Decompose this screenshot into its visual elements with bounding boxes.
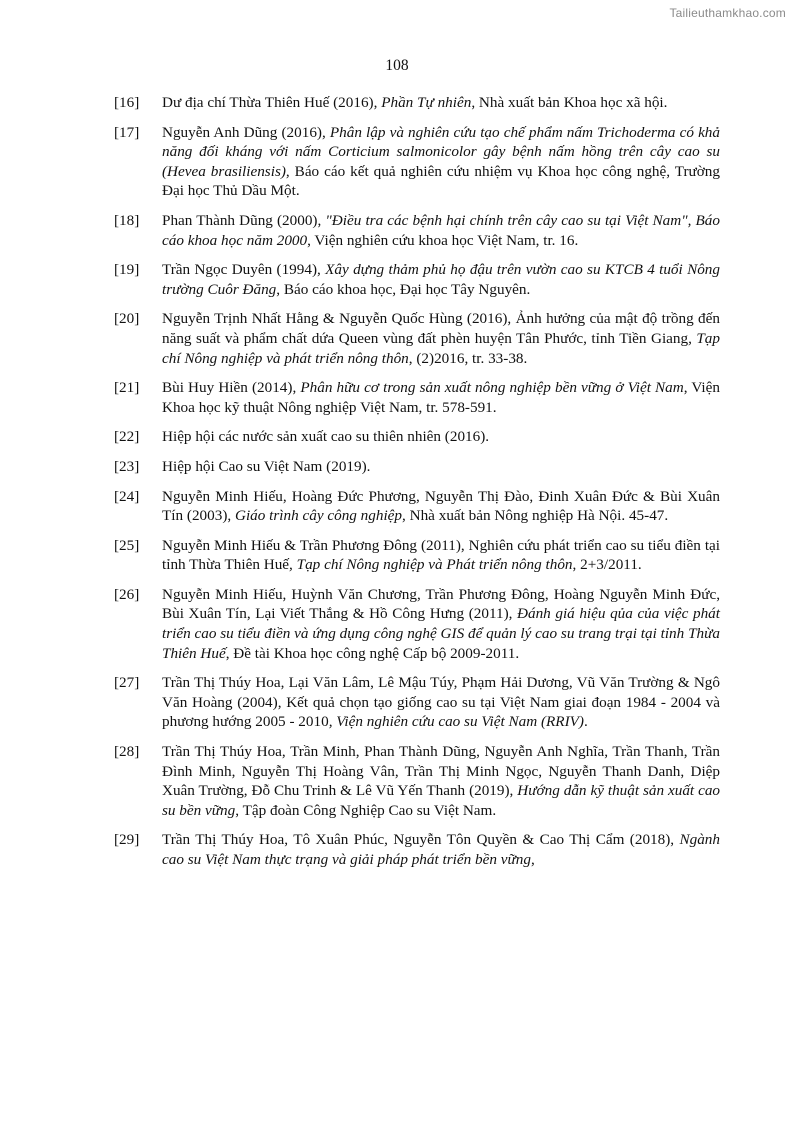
reference-text xyxy=(162,830,720,869)
reference-title-italic: Xây dựng thảm phủ họ đậu trên vườn cao su KTCB 4 tuổi Nông trường Cuôr Đăng xyxy=(162,261,720,298)
reference-title-italic: Phần Tự nhiên xyxy=(381,94,472,111)
reference-text-segment: , (2)2016, tr. 33-38. xyxy=(408,349,528,367)
reference-text xyxy=(162,585,720,663)
reference-text-segment: Phan Thành Dũng (2000), xyxy=(162,211,326,229)
reference-text-segment: Nguyễn Anh Dũng (2016), xyxy=(162,123,330,141)
reference-text-segment: Nguyễn Trịnh Nhất Hằng & Nguyễn Quốc Hùng (2016), Ảnh hưởng của mật độ trồng đến năng suất và phẩm chất dứa Queen vùng đất phèn huyện Tân Phước, tỉnh Tiền Giang xyxy=(162,310,720,347)
reference-text-segment: , Nhà xuất bản Nông nghiệp Hà Nội. 45-47. xyxy=(402,507,669,525)
reference-text xyxy=(162,260,720,299)
reference-text xyxy=(162,378,720,417)
reference-text-segment: Dư địa chí Thừa Thiên Huế (2016), xyxy=(162,94,382,111)
reference-text xyxy=(162,487,720,526)
reference-text-segment: , Viện nghiên cứu khoa học Việt Nam, tr. 16. xyxy=(307,231,579,249)
reference-item xyxy=(114,309,720,368)
reference-item xyxy=(114,585,720,663)
reference-text xyxy=(162,673,720,732)
reference-title-italic: , Tạp chí Nông nghiệp và phát triển nông thôn xyxy=(162,329,720,367)
reference-title-italic: Đánh giá hiệu qủa của việc phát triển cao su tiểu điền và ứng dụng công nghệ GIS để quản lý cao su trang trại tại tỉnh Thừa Thiên Huế xyxy=(162,605,720,662)
reference-title-italic: Hướng dẫn kỹ thuật sản xuất cao su bền vững xyxy=(162,782,721,819)
reference-text-segment: Trần Thị Thúy Hoa, Trần Minh, Phan Thành Dũng, Nguyễn Anh Nghĩa, Trần Thanh, Trần Đình Minh, Nguyễn Thị Hoàng Vân, Trần Thị Minh Ngọc, Nguyễn Thanh Danh, Diệp Xuân Trường, Đỗ Chu Trinh & Lê Vũ Yến Thanh (2019), xyxy=(162,743,720,800)
reference-text xyxy=(162,309,720,368)
reference-list xyxy=(114,93,720,880)
reference-item xyxy=(114,378,720,417)
reference-item xyxy=(114,742,720,820)
reference-title-italic: Phân lập và nghiên cứu tạo chế phẩm nấm Trichoderma có khả năng đối kháng với nấm Corticium salmonicolor gây bệnh nấm hồng trên cây cao su (Hevea brasiliensis) xyxy=(162,123,720,180)
reference-text-segment: Bùi Huy Hiền (2014), xyxy=(162,379,301,397)
reference-text-segment: , xyxy=(530,851,535,868)
reference-number: [17] xyxy=(114,123,140,141)
reference-item xyxy=(114,457,720,477)
reference-number: [27] xyxy=(114,674,140,692)
reference-item xyxy=(114,211,720,250)
reference-text-segment: Hiệp hội Cao su Việt Nam (2019). xyxy=(162,457,371,475)
reference-number: [26] xyxy=(114,585,140,603)
reference-item xyxy=(114,487,720,526)
reference-title-italic: Giáo trình cây công nghiệp xyxy=(234,507,403,525)
reference-text xyxy=(162,211,720,250)
reference-text xyxy=(162,536,720,575)
reference-text-segment: , Viện Khoa học kỹ thuật Nông nghiệp Việt Nam, tr. 578-591. xyxy=(162,379,720,416)
reference-text-segment: Nguyễn Minh Hiếu, Huỳnh Văn Chương, Trần Phương Đông, Hoàng Nguyễn Minh Đức, Bùi Xuân Tín, Lại Viết Thắng & Hồ Công Hưng (2011), xyxy=(162,585,720,623)
reference-item xyxy=(114,260,720,299)
reference-title-italic: , Tạp chí Nông nghiệp và Phát triển nông thôn xyxy=(289,556,573,574)
reference-text xyxy=(162,742,720,820)
watermark-text: Tailieuthamkhao.com xyxy=(669,6,786,20)
reference-title-italic: , Viện nghiên cứu cao su Việt Nam (RRIV) xyxy=(328,713,584,731)
reference-title-italic: Phân hữu cơ trong sản xuất nông nghiệp bền vững ở Việt Nam xyxy=(300,379,684,397)
reference-number: [23] xyxy=(114,457,140,475)
reference-item xyxy=(114,673,720,732)
reference-number: [19] xyxy=(114,261,140,279)
reference-number: [16] xyxy=(114,94,140,111)
reference-text-segment: , 2+3/2011. xyxy=(572,556,642,574)
reference-text-segment: Nguyễn Minh Hiếu & Trần Phương Đông (2011), Nghiên cứu phát triển cao su tiểu điền tại tỉnh Thừa Thiên Huế xyxy=(162,536,720,574)
reference-title-italic: Ngành cao su Việt Nam thực trạng và giải pháp phát triển bền vững xyxy=(162,831,720,868)
reference-number: [21] xyxy=(114,379,140,397)
page-number: 108 xyxy=(385,57,409,74)
reference-title-italic: "Điều tra các bệnh hại chính trên cây cao su tại Việt Nam", Báo cáo khoa học năm 2000 xyxy=(162,211,720,249)
reference-number: [22] xyxy=(114,428,140,446)
reference-text-segment: , Tập đoàn Công Nghiệp Cao su Việt Nam. xyxy=(235,801,497,819)
reference-number: [20] xyxy=(114,310,140,328)
reference-item xyxy=(114,536,720,575)
reference-item xyxy=(114,123,720,201)
reference-number: [28] xyxy=(114,743,140,761)
reference-text-segment: , Báo cáo kết quả nghiên cứu nhiệm vụ Khoa học công nghệ, Trường Đại học Thủ Dầu Một. xyxy=(162,162,720,200)
reference-text-segment: Trần Thị Thúy Hoa, Tô Xuân Phúc, Nguyễn Tôn Quyền & Cao Thị Cẩm (2018), xyxy=(162,831,680,849)
reference-text xyxy=(162,93,720,113)
reference-number: [25] xyxy=(114,536,140,554)
reference-text-segment: , Đề tài Khoa học công nghệ Cấp bộ 2009-2011. xyxy=(225,644,520,662)
reference-text-segment: Trần Thị Thúy Hoa, Lại Văn Lâm, Lê Mậu Túy, Phạm Hải Dương, Vũ Văn Trường & Ngô Văn Hoàng (2004), Kết quả chọn tạo giống cao su tại Việt Nam giai đoạn 1984 - 2004 và phương hướng 2005 - 2010 xyxy=(162,674,720,731)
reference-text-segment: Nguyễn Minh Hiếu, Hoàng Đức Phương, Nguyễn Thị Đào, Đinh Xuân Đức & Bùi Xuân Tín (2003), xyxy=(162,487,720,525)
reference-number: [29] xyxy=(114,831,140,849)
reference-item xyxy=(114,93,720,113)
reference-text xyxy=(162,457,720,477)
reference-text-segment: , Báo cáo khoa học, Đại học Tây Nguyên. xyxy=(276,280,531,298)
reference-number: [18] xyxy=(114,211,140,229)
reference-number: [24] xyxy=(114,487,140,505)
reference-text-segment: . xyxy=(583,713,588,731)
reference-text xyxy=(162,123,720,201)
reference-item xyxy=(114,427,720,447)
reference-text-segment: Hiệp hội các nước sản xuất cao su thiên nhiên (2016). xyxy=(162,428,490,446)
reference-text-segment: , Nhà xuất bản Khoa học xã hội. xyxy=(471,94,668,111)
reference-text xyxy=(162,427,720,447)
reference-text-segment: Trần Ngọc Duyên (1994), xyxy=(162,261,326,279)
reference-item xyxy=(114,830,720,869)
